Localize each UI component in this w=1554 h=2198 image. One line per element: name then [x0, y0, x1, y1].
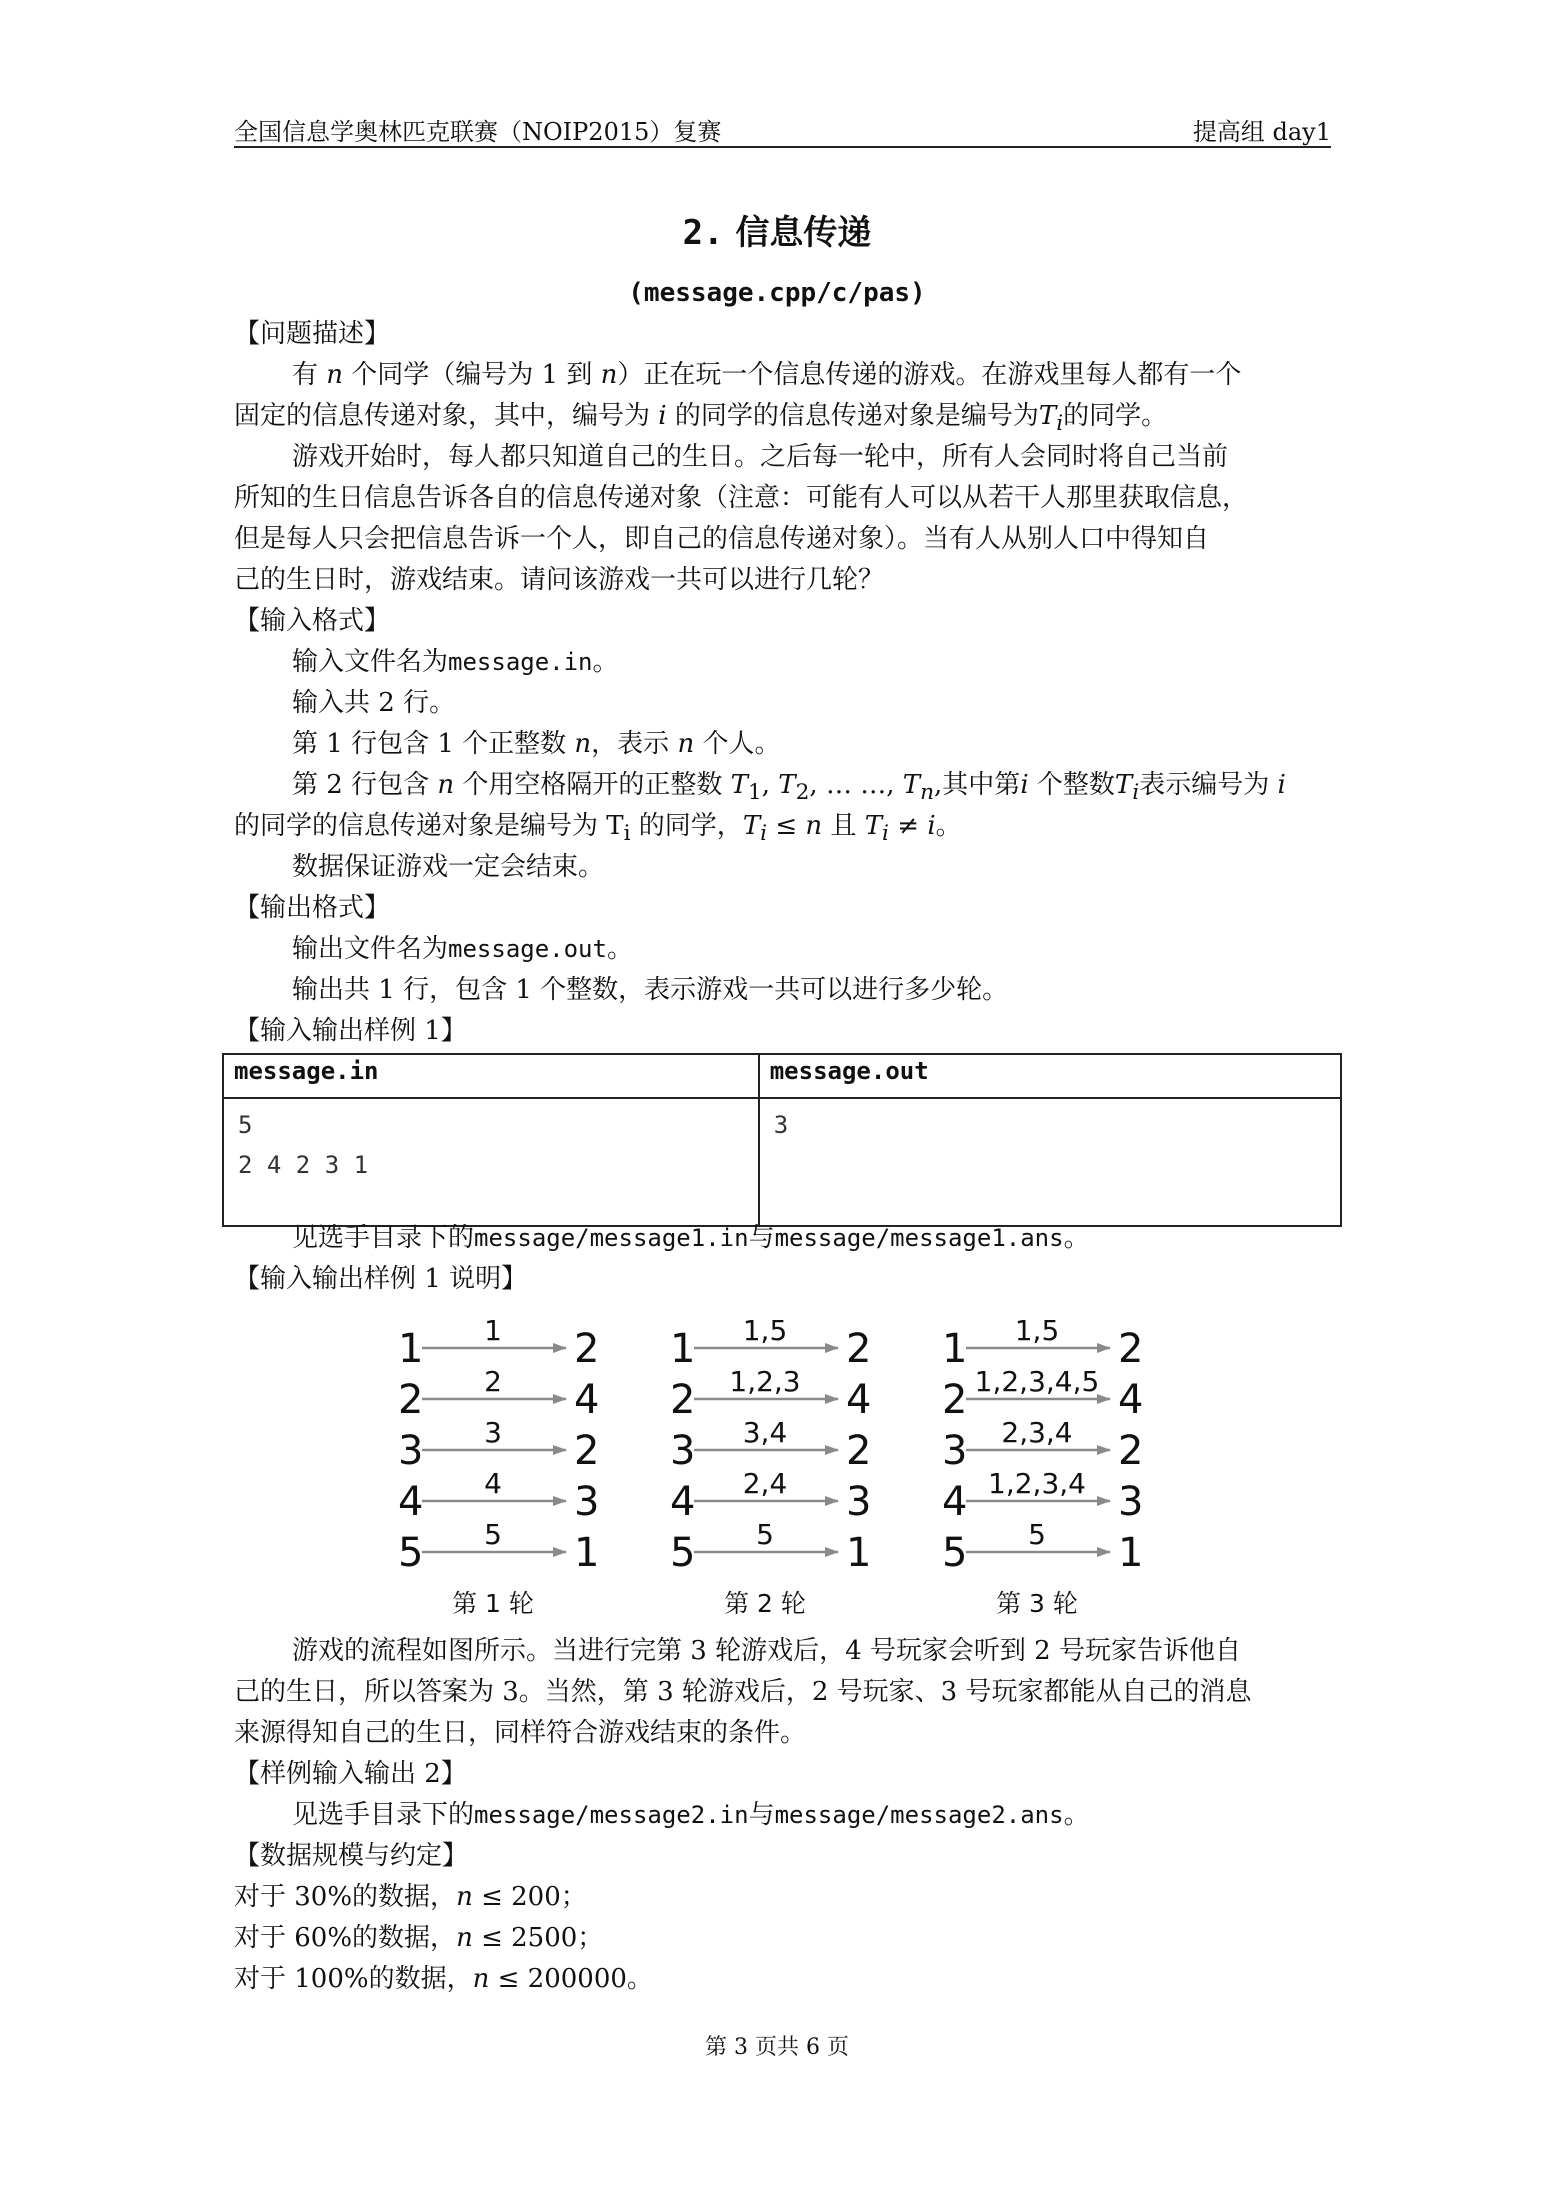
diagram-round-caption: 第 3 轮: [996, 1589, 1078, 1618]
diagram-target-number: 2: [846, 1326, 872, 1372]
diagram-target-number: 4: [1118, 1377, 1144, 1423]
problem-number: 2.: [682, 213, 724, 253]
diagram-arrow-label: 3: [484, 1416, 502, 1449]
diagram-source-number: 1: [670, 1326, 696, 1372]
input-line-2: 输入共 2 行。: [292, 688, 456, 718]
sample-input-line-2: 2 4 2 3 1: [238, 1151, 369, 1179]
diagram-arrow-label: 1,5: [1014, 1314, 1060, 1347]
diagram-source-number: 2: [942, 1377, 968, 1423]
problem-filenames: (message.cpp/c/pas): [628, 278, 926, 308]
sample-output-cell: 3: [759, 1098, 1341, 1226]
explain-line-1: 游戏的流程如图所示。当进行完第 3 轮游戏后，4 号玩家会听到 2 号玩家告诉他自: [292, 1636, 1241, 1666]
diagram-arrow-label: 4: [484, 1467, 502, 1500]
problem-line-4: 所知的生日信息告诉各自的信息传递对象（注意：可能有人可以从若干人那里获取信息，: [234, 483, 1249, 513]
scale-line-1: 对于 30%的数据，n ≤ 200；: [234, 1882, 587, 1912]
diagram-target-number: 2: [846, 1428, 872, 1474]
section-sample-2: 【样例输入输出 2】: [234, 1759, 467, 1789]
sample-input-header: message.in: [223, 1054, 759, 1098]
diagram-arrow-label: 2,4: [742, 1467, 788, 1500]
diagram-source-number: 1: [942, 1326, 968, 1372]
scale-line-3: 对于 100%的数据，n ≤ 200000。: [234, 1964, 653, 1994]
diagram-target-number: 1: [574, 1530, 600, 1576]
diagram-source-number: 3: [942, 1428, 968, 1474]
sample-input-line-1: 5: [238, 1111, 253, 1139]
section-problem: 【问题描述】: [234, 319, 391, 349]
diagram-target-number: 3: [574, 1479, 600, 1525]
diagram-arrow-label: 1,2,3: [729, 1365, 801, 1398]
section-output: 【输出格式】: [234, 893, 391, 923]
diagram-source-number: 4: [398, 1479, 424, 1525]
problem-line-6: 己的生日时，游戏结束。请问该游戏一共可以进行几轮？: [234, 565, 885, 595]
diagram-target-number: 2: [574, 1326, 600, 1372]
diagram-source-number: 2: [670, 1377, 696, 1423]
diagram-target-number: 2: [1118, 1428, 1144, 1474]
section-sample-1: 【输入输出样例 1】: [234, 1016, 467, 1046]
diagram-source-number: 4: [670, 1479, 696, 1525]
diagram-arrow-label: 5: [484, 1518, 502, 1551]
sample-1-files-note: 见选手目录下的message/message1.in与message/message1.ans。: [292, 1223, 1090, 1253]
diagram-target-number: 4: [846, 1377, 872, 1423]
diagram-target-number: 1: [1118, 1530, 1144, 1576]
input-line-4: 第 2 行包含 n 个用空格隔开的正整数 $T_1$, $T_2$, … …, $T_n$,其中第i 个整数$T_i$表示编号为 i: [292, 770, 1286, 806]
diagram-target-number: 3: [1118, 1479, 1144, 1525]
diagram-arrow-label: 3,4: [742, 1416, 788, 1449]
diagram-arrow-label: 2: [484, 1365, 502, 1398]
sample-2-files-note: 见选手目录下的message/message2.in与message/message2.ans。: [292, 1800, 1090, 1830]
diagram-source-number: 3: [670, 1428, 696, 1474]
diagram-source-number: 4: [942, 1479, 968, 1525]
problem-line-5: 但是每人只会把信息告诉一个人，即自己的信息传递对象）。当有人从别人口中得知自: [234, 524, 1210, 554]
diagram-source-number: 2: [398, 1377, 424, 1423]
diagram-source-number: 5: [942, 1530, 968, 1576]
diagram-arrow-label: 1,2,3,4,5: [974, 1365, 1100, 1398]
input-line-3: 第 1 行包含 1 个正整数 n，表示 n 个人。: [292, 729, 781, 759]
header-group-day: 提高组 day1: [1192, 118, 1331, 146]
section-input: 【输入格式】: [234, 606, 391, 636]
problem-name: 信息传递: [735, 213, 872, 253]
explain-line-3: 来源得知自己的生日，同样符合游戏结束的条件。: [234, 1718, 807, 1748]
diagram-round-caption: 第 1 轮: [452, 1589, 534, 1618]
input-line-5: 的同学的信息传递对象是编号为 $T_i$ 的同学，$T_i \le n$ 且 $T_i \ne i$。: [234, 811, 962, 847]
diagram-source-number: 3: [398, 1428, 424, 1474]
output-line-1: 输出文件名为message.out。: [292, 934, 633, 964]
diagram-source-number: 1: [398, 1326, 424, 1372]
input-line-6: 数据保证游戏一定会结束。: [292, 852, 605, 882]
diagram-arrow-label: 5: [1028, 1518, 1046, 1551]
explain-line-2: 己的生日，所以答案为 3。当然，第 3 轮游戏后，2 号玩家、3 号玩家都能从自己的消息: [234, 1677, 1252, 1707]
section-scale: 【数据规模与约定】: [234, 1841, 469, 1871]
page-footer: 第 3 页共 6 页: [705, 2035, 849, 2060]
problem-line-2: 固定的信息传递对象，其中，编号为 i 的同学的信息传递对象是编号为$T_i$的同学。: [234, 401, 1168, 437]
diagram-target-number: 1: [846, 1530, 872, 1576]
diagram-target-number: 2: [1118, 1326, 1144, 1372]
section-sample-1-explain: 【输入输出样例 1 说明】: [234, 1264, 528, 1294]
header-contest-name: 全国信息学奥林匹克联赛（NOIP2015）复赛: [234, 118, 722, 146]
diagram-arrow-label: 1: [484, 1314, 502, 1347]
diagram-arrow-label: 1,2,3,4: [988, 1467, 1086, 1500]
diagram-source-number: 5: [398, 1530, 424, 1576]
diagram-target-number: 3: [846, 1479, 872, 1525]
diagram-source-number: 5: [670, 1530, 696, 1576]
problem-line-1: 有 n 个同学（编号为 1 到 n）正在玩一个信息传递的游戏。在游戏里每人都有一个: [292, 360, 1242, 390]
sample-output-header: message.out: [759, 1054, 1341, 1098]
diagram-target-number: 2: [574, 1428, 600, 1474]
diagram-arrow-label: 5: [756, 1518, 774, 1551]
diagram-round-caption: 第 2 轮: [724, 1589, 806, 1618]
diagram-target-number: 4: [574, 1377, 600, 1423]
output-line-2: 输出共 1 行，包含 1 个整数，表示游戏一共可以进行多少轮。: [292, 975, 1009, 1005]
diagram-arrow-label: 2,3,4: [1001, 1416, 1073, 1449]
diagram-arrow-label: 1,5: [742, 1314, 788, 1347]
problem-line-3: 游戏开始时，每人都只知道自己的生日。之后每一轮中，所有人会同时将自己当前: [292, 442, 1229, 472]
input-line-1: 输入文件名为message.in。: [292, 647, 619, 677]
scale-line-2: 对于 60%的数据，n ≤ 2500；: [234, 1923, 604, 1953]
